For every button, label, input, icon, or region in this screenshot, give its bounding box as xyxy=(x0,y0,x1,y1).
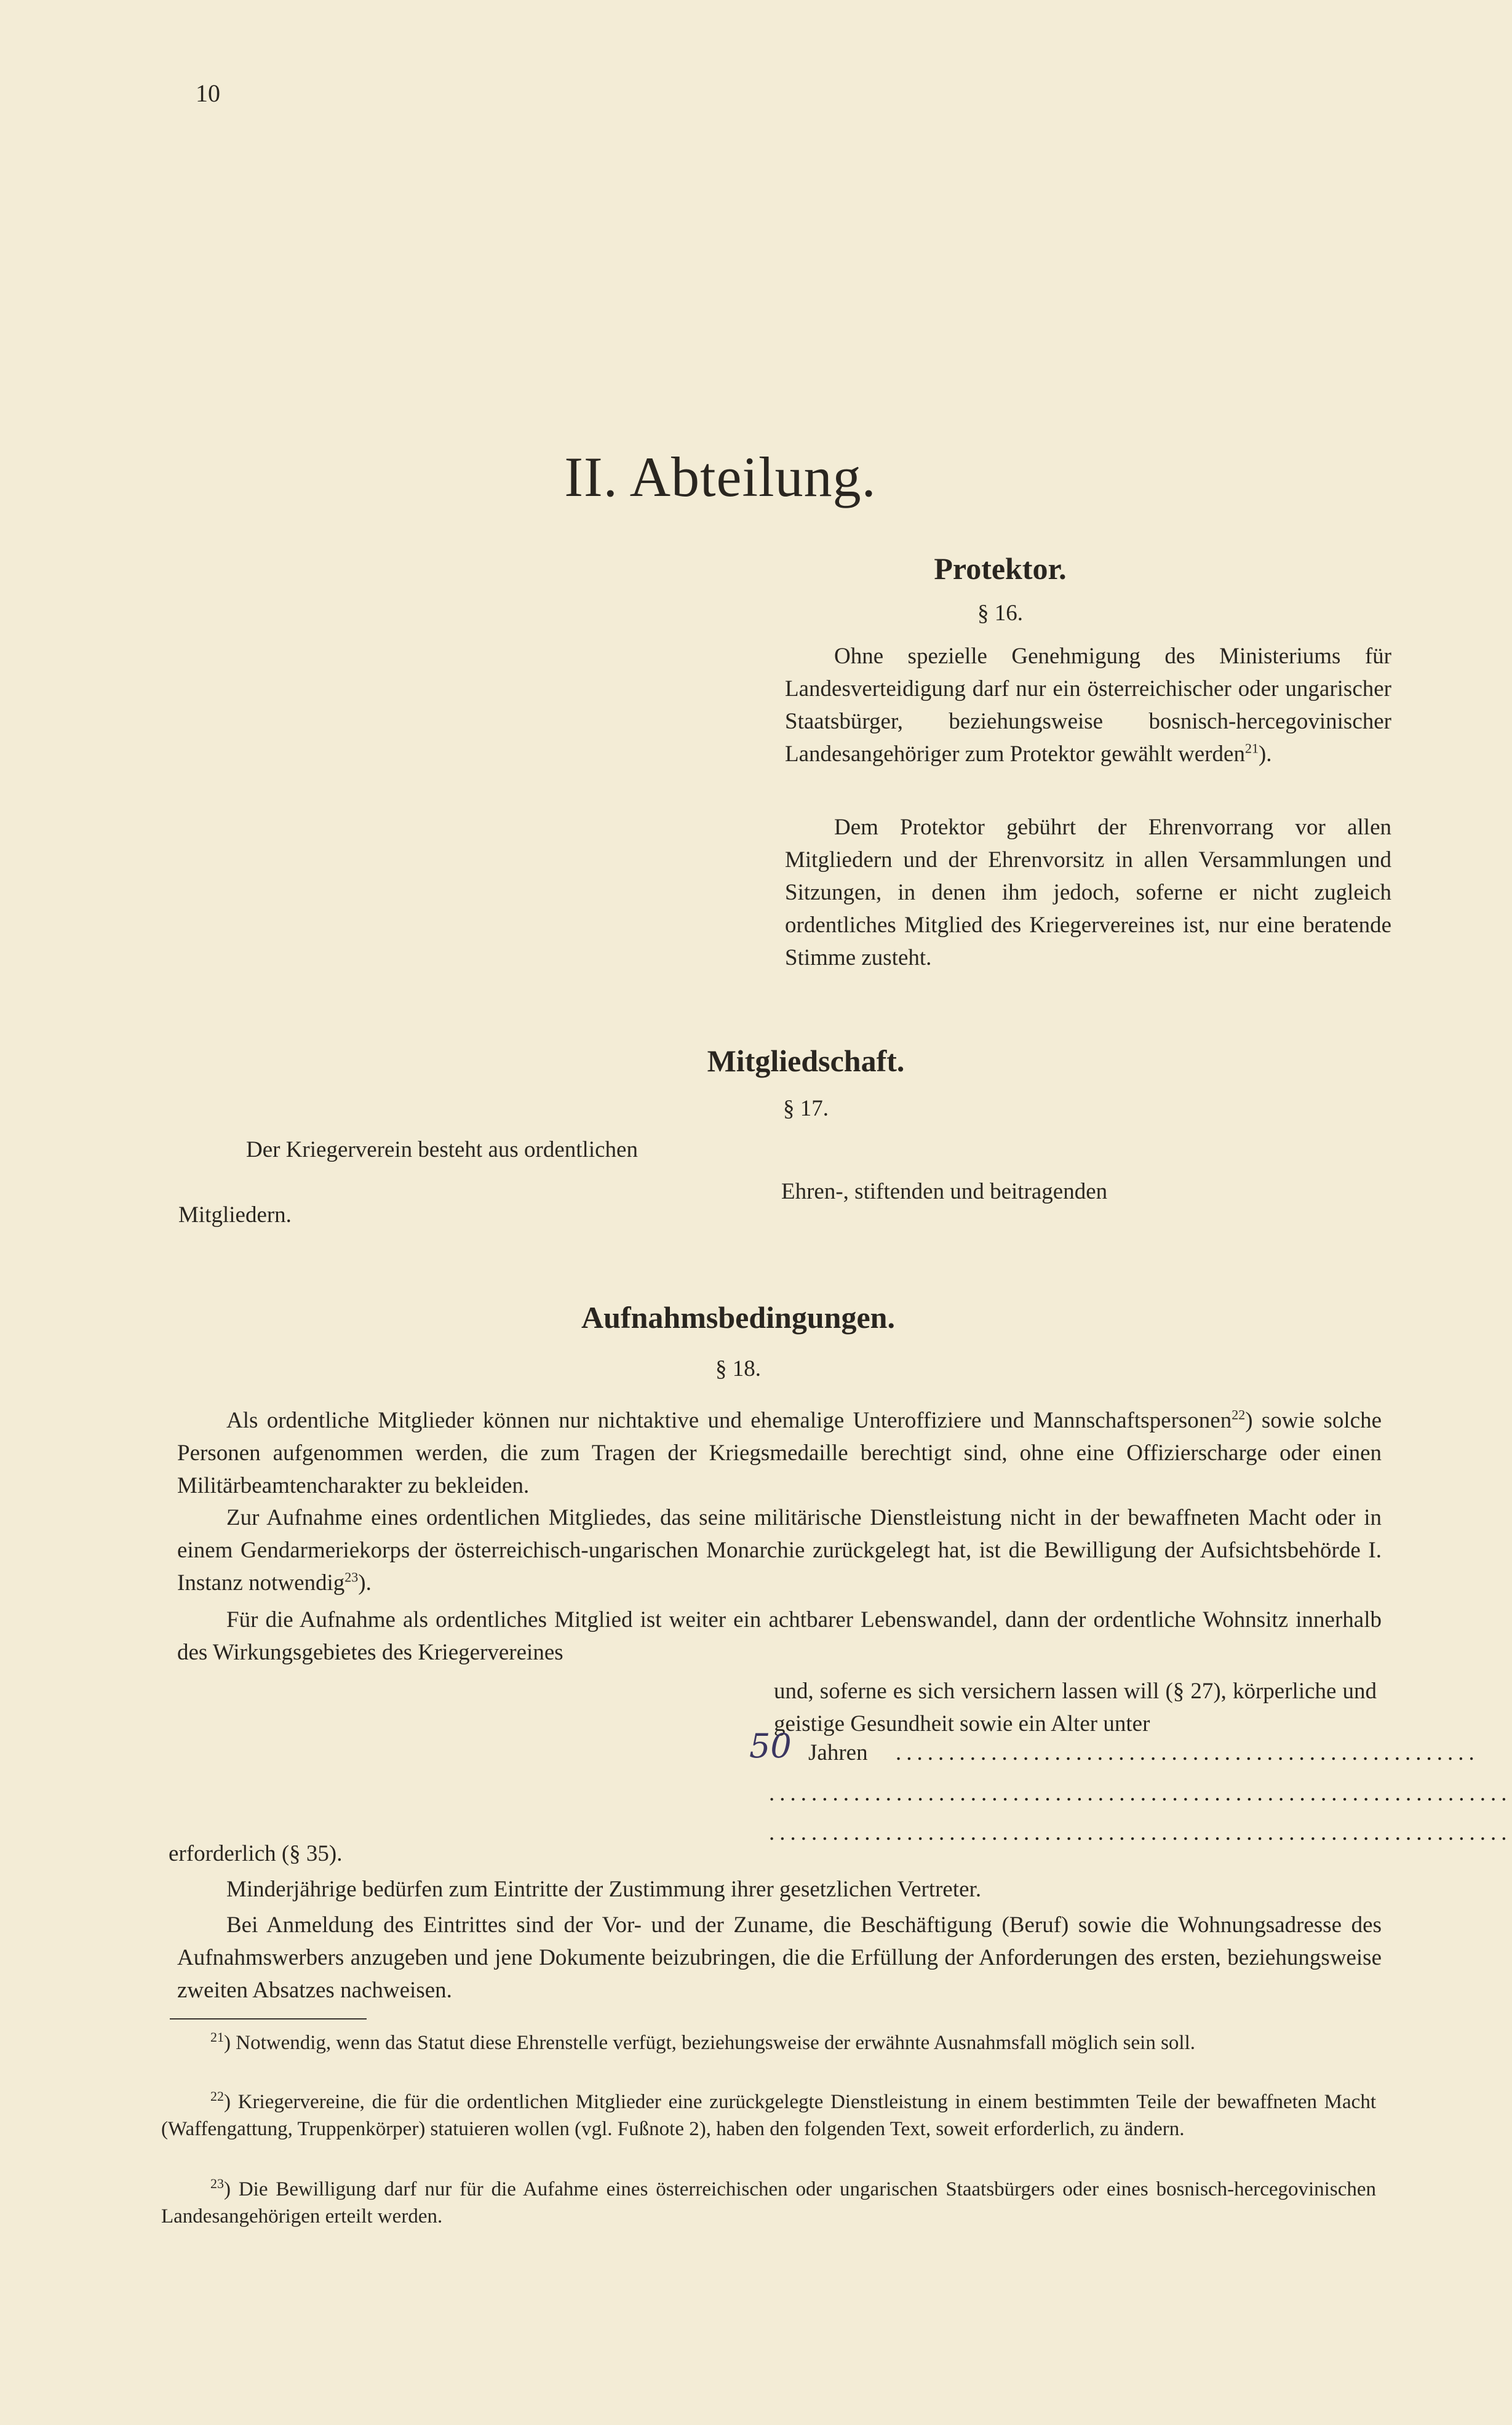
protektor-section: § 16. xyxy=(977,601,1023,626)
protektor-paragraph-1: Ohne spezielle Genehmigung des Ministeriums für Landesverteidigung darf nur ein österreichischer oder ungarischer Staatsbürger, beziehungsweise bosnisch-hercegovinischer Landesangehöriger zum Protektor gewählt werden$^{21}$). xyxy=(785,644,1391,767)
handwritten-age: 50 xyxy=(749,1727,792,1765)
mitgliedschaft-section: § 17. xyxy=(783,1096,829,1121)
fill-in-dots: ....................................................... xyxy=(896,1740,1479,1765)
fill-in-dots: ...................................................................... xyxy=(769,1781,1512,1806)
protektor-paragraph-2: Dem Protektor gebührt der Ehrenvorrang vor allen Mitgliedern und der Ehrenvorsitz in allen Versammlungen und Sitzungen, in denen ihm jedoch, soferne er nicht zugleich ordentliches Mitglied des Kriegervereines ist, nur eine beratende Stimme zusteht. xyxy=(785,815,1391,970)
footnote-ref-21: 21 xyxy=(1244,740,1259,756)
age-line xyxy=(749,1727,1479,1773)
mitgliedschaft-line-left: Der Kriegerverein besteht aus ordentlichen xyxy=(246,1137,638,1162)
footnote-ref-23: 23 xyxy=(344,1569,359,1585)
aufnahme-title: Aufnahmsbedingungen. xyxy=(581,1300,895,1335)
mitgliedschaft-line-2: Mitgliedern. xyxy=(178,1202,292,1228)
mitgliedschaft-line-right: Ehren-, stiftenden und beitragenden xyxy=(781,1179,1108,1204)
jahren-label: Jahren xyxy=(808,1740,868,1765)
aufnahme-paragraph-3: Für die Aufnahme als ordentliches Mitglied ist weiter ein achtbarer Lebenswandel, dann der ordentliche Wohnsitz innerhalb des Wirkungsgebietes des Kriegervereines xyxy=(177,1607,1382,1665)
aufnahme-paragraph-4: Minderjährige bedürfen zum Eintritte der Zustimmung ihrer gesetzlichen Vertreter. xyxy=(226,1877,982,1902)
aufnahme-paragraph-2: Zur Aufnahme eines ordentlichen Mitgliedes, das seine militärische Dienstleistung nicht in der bewaffneten Macht oder in einem Gendarmeriekorps der österreichisch-ungarischen Monarchie zurückgelegt hat, ist die Bewilligung der Aufsichtsbehörde I. Instanz notwendig$^{23}$). xyxy=(177,1505,1382,1596)
footnote-22: $^{22}$) Kriegervereine, die für die ordentlichen Mitglieder eine zurückgelegte Dienstleistung in einem bestimmten Teile der bewaffneten Macht (Waffengattung, Truppenkörper) statuieren wollen (vgl. Fußnote 2), haben den folgenden Text, soweit erforderlich, zu ändern. xyxy=(161,2088,1376,2140)
footnote-21: $^{21}$) Notwendig, wenn das Statut diese Ehrenstelle verfügt, beziehungsweise der erwähnte Ausnahmsfall möglich sein soll. xyxy=(210,2029,1196,2054)
aufnahme-paragraph-1: Als ordentliche Mitglieder können nur nichtaktive und ehemalige Unteroffiziere und Mannschaftspersonen$^{22}$) sowie solche Personen aufgenommen werden, die zum Tragen der Kriegsmedaille berechtigt sind, ohne eine Offizierscharge oder einen Militärbeamtencharakter zu bekleiden. xyxy=(177,1407,1382,1498)
footnote-ref-22: 22 xyxy=(1231,1407,1246,1423)
aufnahme-paragraph-3-right: und, soferne es sich versichern lassen will (§ 27), körperliche und geistige Gesundheit sowie ein Alter unter xyxy=(774,1679,1377,1736)
aufnahme-paragraph-3-end: erforderlich (§ 35). xyxy=(169,1841,343,1866)
protektor-title: Protektor. xyxy=(934,551,1067,586)
aufnahme-section: § 18. xyxy=(715,1356,761,1381)
aufnahme-paragraph-5: Bei Anmeldung des Eintrittes sind der Vor- und der Zuname, die Beschäftigung (Beruf) sowie die Wohnungsadresse des Aufnahmswerbers anzugeben und jene Dokumente beizubringen, die die Erfüllung der Anforderungen des ersten, beziehungsweise zweiten Absatzes nachweisen. xyxy=(177,1912,1382,2003)
footnote-23: $^{23}$) Die Bewilligung darf nur für die Aufahme eines österreichischen oder ungarischen Staatsbürgers oder eines bosnisch-hercegovinischen Landesangehörigen erteilt werden. xyxy=(161,2176,1376,2227)
footnote-divider xyxy=(170,2018,367,2020)
page-heading: II. Abteilung. xyxy=(564,445,877,508)
mitgliedschaft-title: Mitgliedschaft. xyxy=(707,1044,905,1078)
fill-in-dots: ...................................................................... xyxy=(769,1820,1512,1845)
page-number: 10 xyxy=(196,79,220,107)
